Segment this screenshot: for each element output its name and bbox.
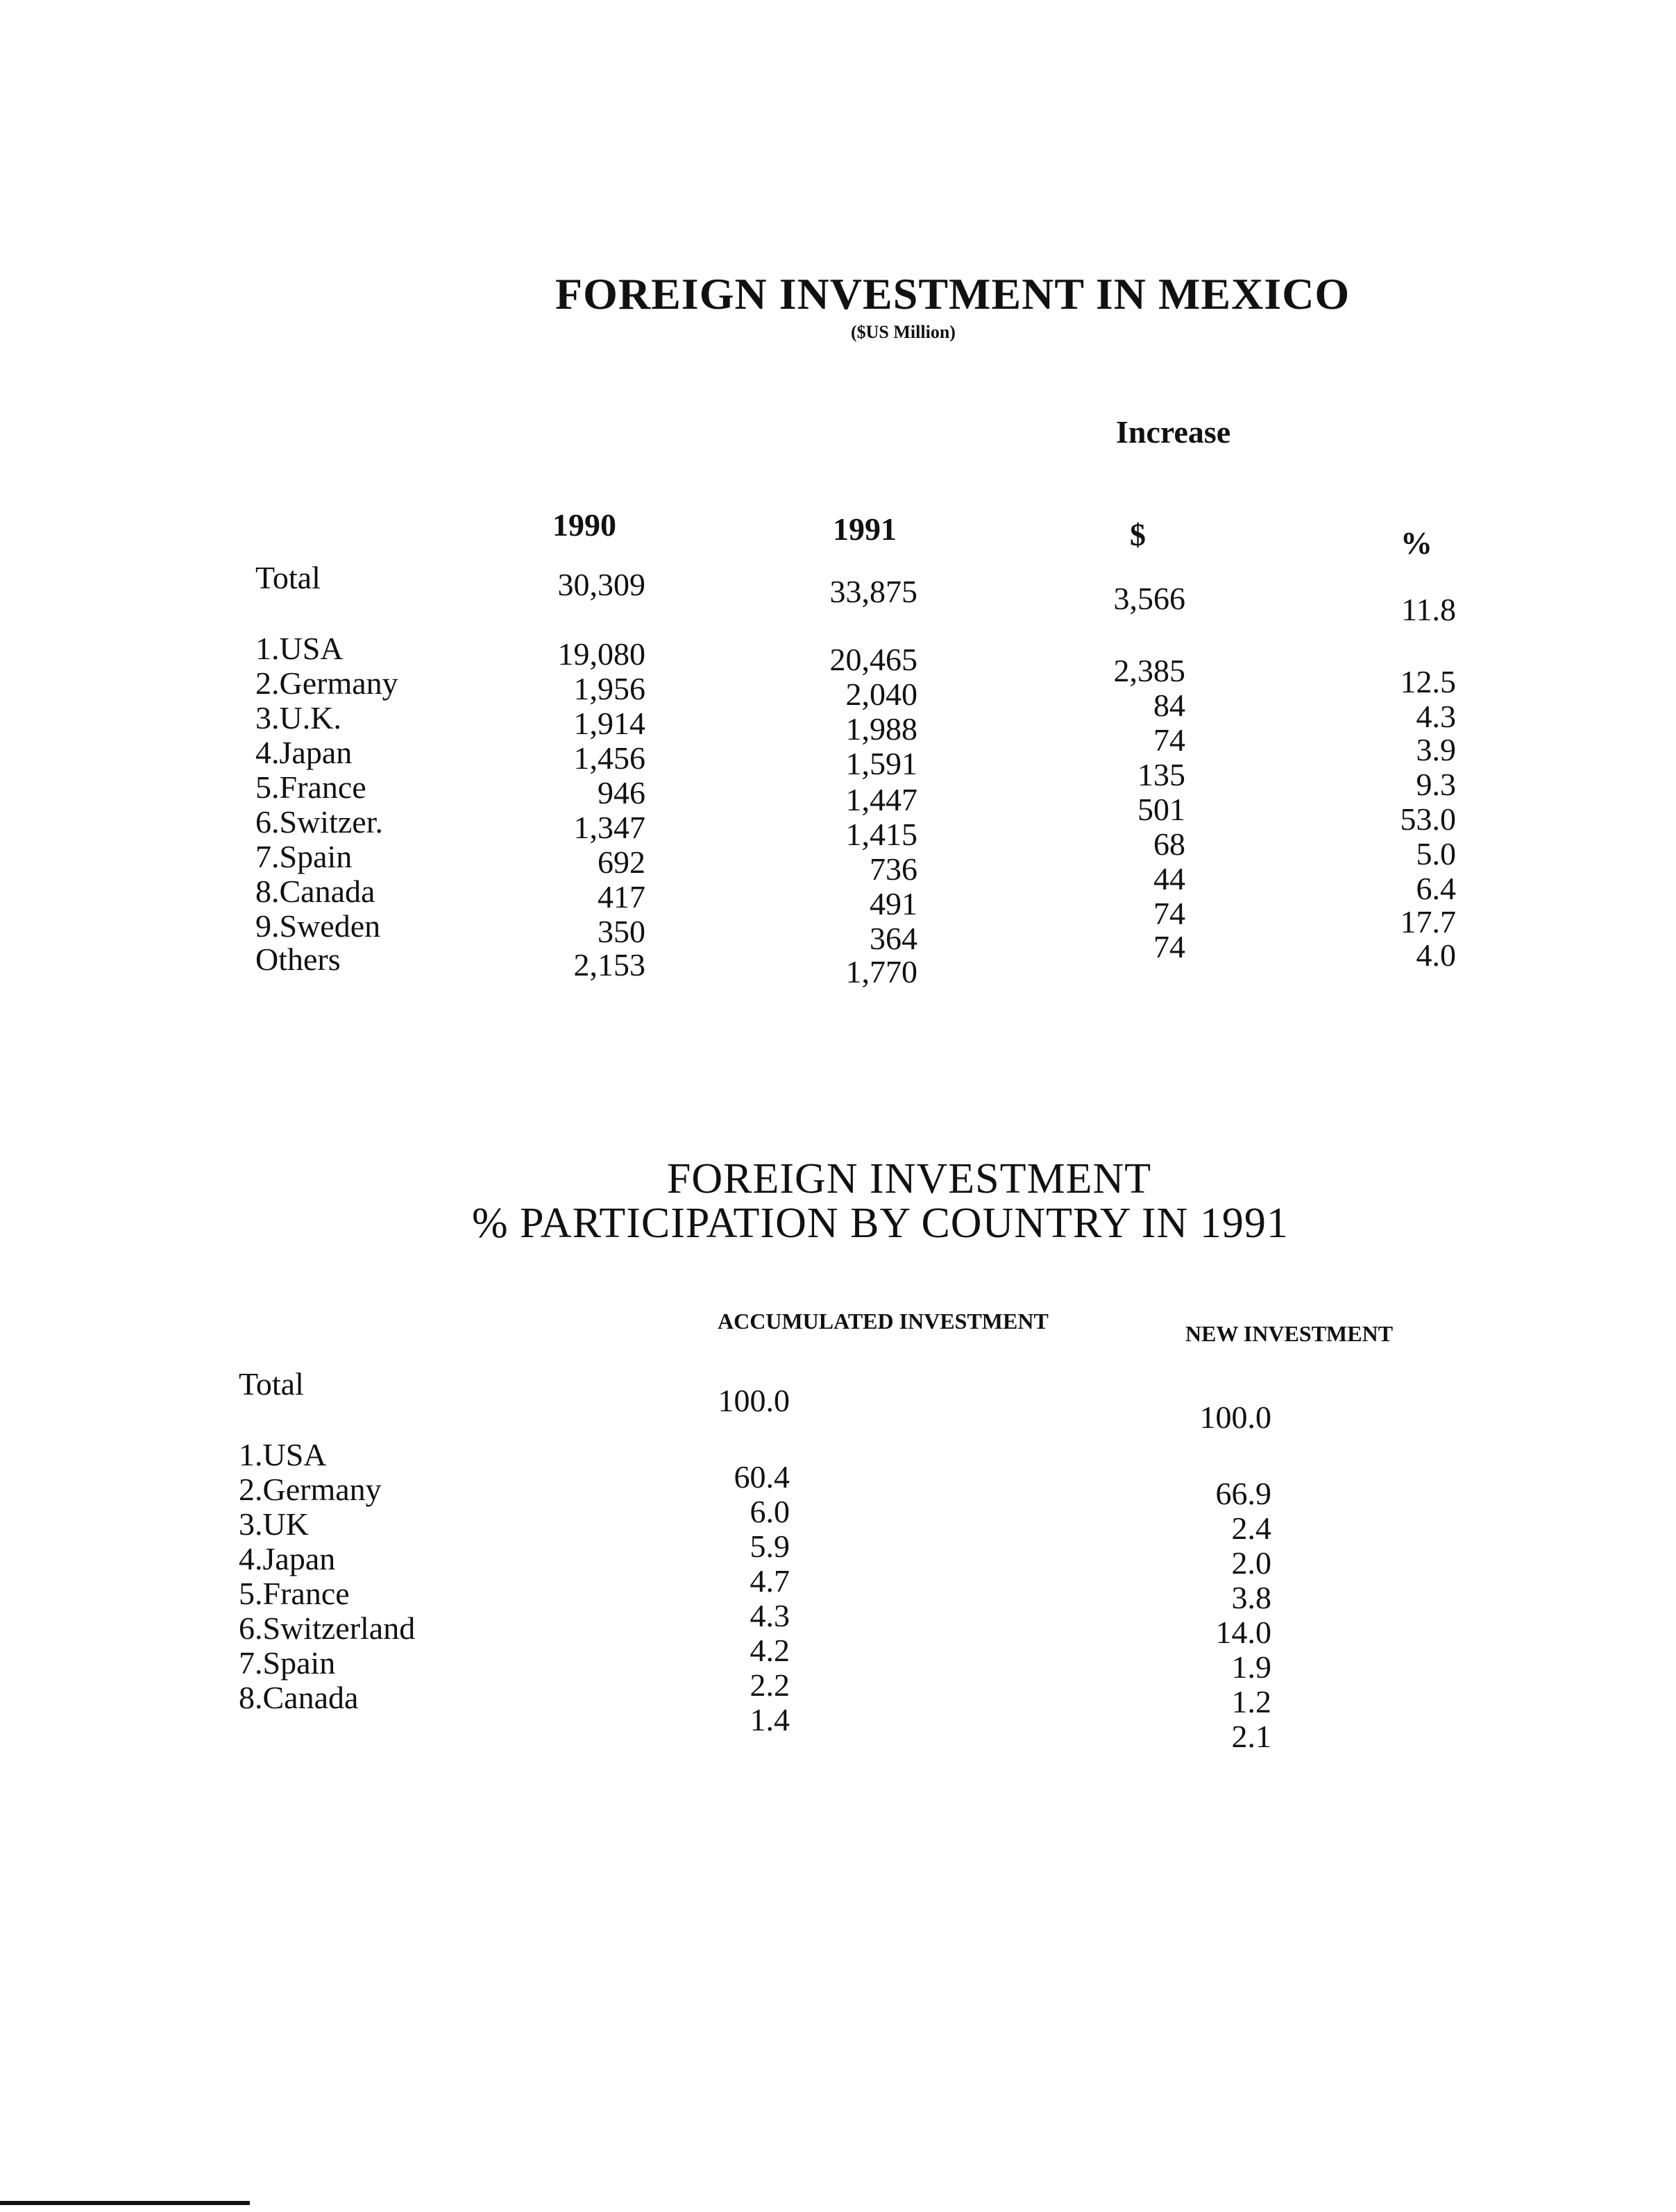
table1-cell-increase: 84 (1153, 688, 1185, 723)
table2-row-label: 1.USA (239, 1437, 327, 1472)
table1-cell-percent: 12.5 (1400, 664, 1456, 699)
table1-cell-1990: 417 (598, 879, 645, 914)
table1-cell-percent: 6.4 (1416, 871, 1456, 906)
table1-row-label: 5.France (255, 769, 366, 805)
table2-cell-new: 2.4 (1231, 1511, 1271, 1546)
table2-cell-accumulated: 1.4 (750, 1702, 790, 1737)
table2-cell-accumulated: 100.0 (718, 1383, 790, 1418)
table2-cell-accumulated: 2.2 (750, 1667, 790, 1703)
table1-cell-increase: 74 (1153, 929, 1185, 964)
table1-cell-increase: 74 (1153, 722, 1185, 758)
table2-cell-accumulated: 5.9 (750, 1529, 790, 1564)
table2-row-label: Total (239, 1366, 304, 1402)
table1-row-label: 3.U.K. (255, 700, 341, 735)
table2-cell-accumulated: 4.3 (750, 1598, 790, 1633)
table1-cell-1990: 19,080 (557, 636, 645, 672)
bottom-rule (0, 2201, 250, 2205)
table2-title-line2: % PARTICIPATION BY COUNTRY IN 1991 (472, 1200, 1289, 1247)
table1-cell-percent: 4.3 (1416, 699, 1456, 734)
table1-cell-increase: 2,385 (1113, 653, 1185, 688)
table2-cell-accumulated: 4.7 (750, 1563, 790, 1599)
table1-row-label: 8.Canada (255, 874, 375, 909)
table1-cell-percent: 53.0 (1400, 801, 1456, 837)
table1-cell-1991: 20,465 (829, 642, 917, 677)
table2-cell-new: 14.0 (1215, 1615, 1271, 1650)
table1-row-label: 2.Germany (255, 665, 398, 701)
increase-header: Increase (1116, 414, 1231, 450)
table1-row-label: 4.Japan (255, 735, 353, 770)
table2-cell-new: 2.1 (1231, 1719, 1271, 1754)
table2-row-label: 8.Canada (239, 1680, 359, 1715)
table2-cell-accumulated: 4.2 (750, 1633, 790, 1668)
col-header-new: NEW INVESTMENT (1185, 1321, 1394, 1346)
table1-cell-1991: 33,875 (829, 574, 917, 609)
table1-row-label: 1.USA (255, 631, 344, 666)
table2-row-label: 6.Switzerland (239, 1610, 416, 1646)
table1-cell-percent: 9.3 (1416, 767, 1456, 802)
table1-cell-1991: 2,040 (845, 677, 917, 712)
table1-cell-increase: 501 (1137, 792, 1185, 827)
table1-row-label: Others (255, 942, 341, 977)
table1-cell-1991: 491 (870, 886, 917, 921)
table1-cell-increase: 135 (1137, 757, 1185, 792)
table1-cell-percent: 4.0 (1416, 937, 1456, 973)
table1-row-label: Total (255, 560, 321, 595)
table2-row-label: 4.Japan (239, 1541, 336, 1576)
table2-cell-new: 1.2 (1231, 1684, 1271, 1719)
table2-cell-new: 3.8 (1231, 1580, 1271, 1615)
table2-cell-new: 100.0 (1199, 1399, 1271, 1435)
table1-cell-1990: 30,309 (557, 567, 645, 602)
col-header-increase-dollar: $ (1130, 517, 1146, 552)
table1-cell-percent: 5.0 (1416, 836, 1456, 871)
table1-cell-1990: 350 (598, 914, 645, 949)
table1-cell-increase: 44 (1153, 861, 1185, 896)
col-header-accumulated: ACCUMULATED INVESTMENT (718, 1309, 1049, 1334)
table2-cell-accumulated: 60.4 (734, 1459, 790, 1495)
table1-cell-1990: 946 (598, 775, 645, 810)
table2-cell-accumulated: 6.0 (750, 1494, 790, 1529)
table1-cell-1991: 1,770 (845, 954, 917, 989)
table1-cell-1990: 1,956 (573, 671, 645, 706)
table1-cell-increase: 68 (1153, 826, 1185, 862)
table1-subtitle: ($US Million) (851, 322, 956, 342)
table2-row-label: 7.Spain (239, 1645, 336, 1681)
table1-cell-1990: 1,456 (573, 740, 645, 776)
table2-row-label: 5.France (239, 1576, 350, 1611)
table1-cell-increase: 74 (1153, 896, 1185, 931)
col-header-1990: 1990 (552, 507, 616, 543)
table2-row-label: 3.UK (239, 1506, 309, 1542)
table1-cell-1991: 1,447 (845, 782, 917, 817)
table2-cell-new: 2.0 (1231, 1545, 1271, 1581)
col-header-1991: 1991 (833, 511, 897, 547)
table2-cell-new: 66.9 (1215, 1476, 1271, 1511)
table2-title-line1: FOREIGN INVESTMENT (666, 1155, 1152, 1202)
table1-cell-1991: 364 (870, 921, 917, 956)
table1-cell-1991: 1,988 (845, 711, 917, 747)
table1-row-label: 9.Sweden (255, 908, 381, 944)
col-header-increase-pct: % (1400, 525, 1432, 561)
table2-row-label: 2.Germany (239, 1472, 382, 1507)
table1-row-label: 6.Switzer. (255, 804, 383, 840)
table1-cell-1990: 2,153 (573, 947, 645, 982)
table1-cell-1990: 692 (598, 844, 645, 880)
table1-cell-1990: 1,914 (573, 706, 645, 741)
table1-cell-percent: 3.9 (1416, 732, 1456, 767)
table1-cell-1991: 1,591 (845, 746, 917, 781)
table1-cell-1991: 736 (870, 851, 917, 887)
table1-cell-increase: 3,566 (1113, 581, 1185, 616)
table1-cell-percent: 11.8 (1401, 592, 1456, 627)
table1-row-label: 7.Spain (255, 839, 353, 874)
table1-title: FOREIGN INVESTMENT IN MEXICO (555, 269, 1351, 318)
table2-cell-new: 1.9 (1231, 1649, 1271, 1685)
table1-cell-1991: 1,415 (845, 817, 917, 852)
table1-cell-1990: 1,347 (573, 810, 645, 845)
table1-cell-percent: 17.7 (1400, 904, 1456, 939)
